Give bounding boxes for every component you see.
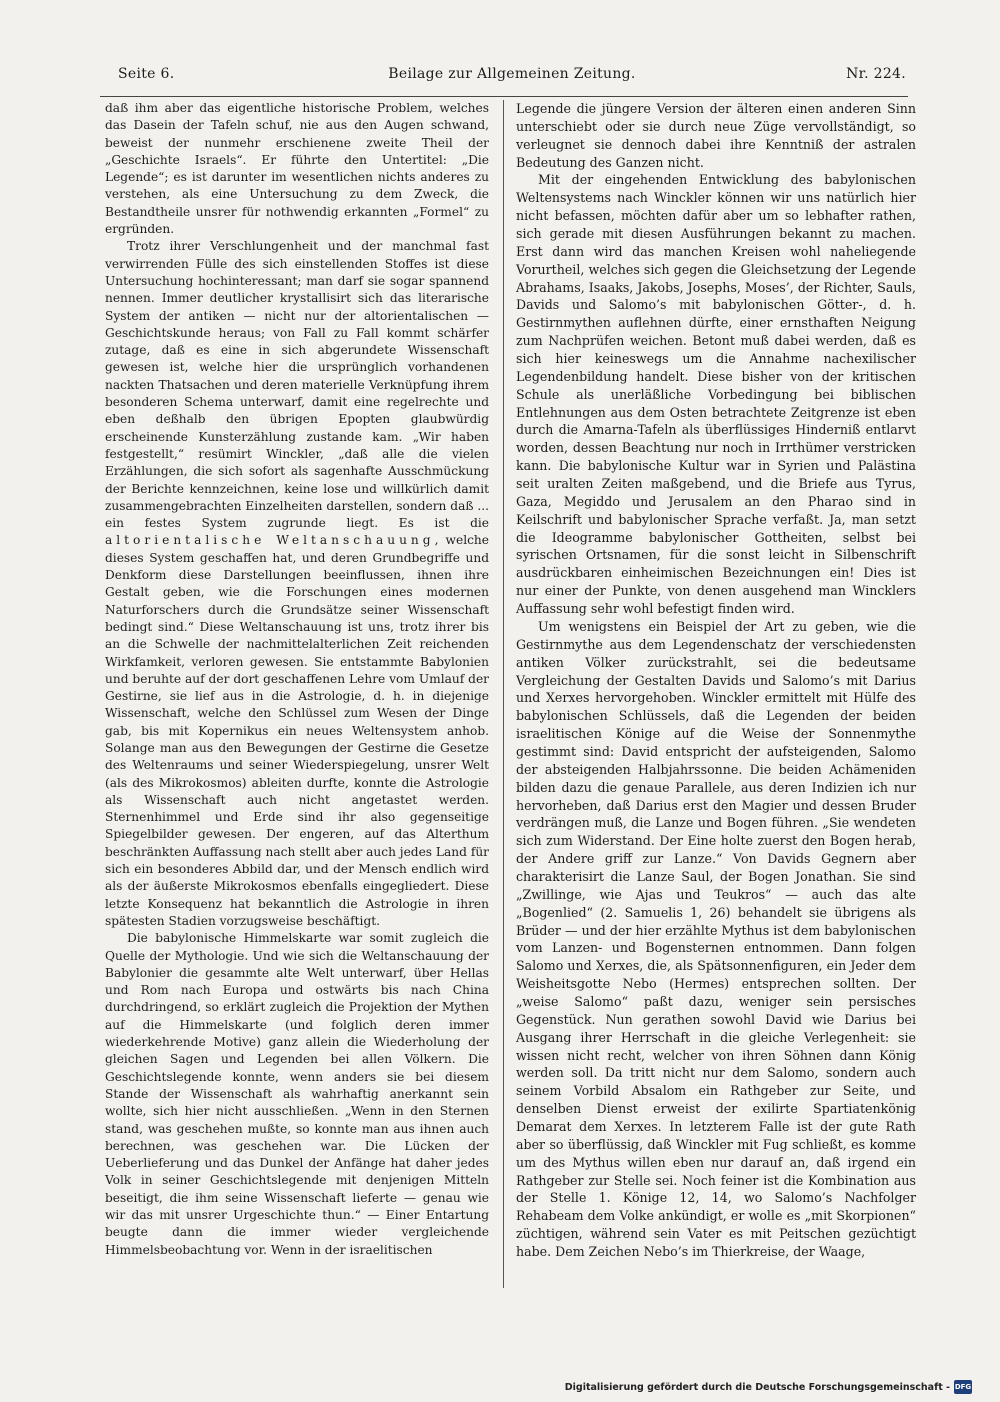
right-paragraph-2: Mit der eingehenden Entwicklung des babylonischen Weltensystems nach Winckler können wir uns natürlich hier nicht befassen, möchten dafür aber um so lebhafter rathen, sich gerade mit diesen Ausführungen bekannt zu machen. Erst dann wird das manchen Kreisen wohl naheliegende Vorurtheil, welches sich gegen die Gleichsetzung der Legende Abrahams, Isaaks, Jakobs, Josephs, Moses’, der Richter, Sauls, Davids und Salomo’s mit babylonischen Götter-, d. h. Gestirnmythen auflehnen dürfte, einer ernsthaften Neigung zum Nachprüfen weichen. Betont muß dabei werden, daß es sich hier keineswegs um die Annahme nachexilischer Legendenbildung handelt. Diese bisher von der kritischen Schule als unerläßliche Vorbedingung bei biblischen Entlehnungen aus dem Osten betrachtete Zeitgrenze ist eben durch die Amarna-Tafeln als überflüssiges Hinderniß entlarvt worden, dessen Beachtung nur noch in Irrthümer verstricken kann. Die babylonische Kultur war in Syrien und Palästina seit uralten Zeiten maßgebend, und die Briefe aus Tyrus, Gaza, Megiddo und Jerusalem an den Pharao sind in Keilschrift und babylonischer Sprache verfaßt. Ja, man setzt die Ideogramme babylonischer Gottheiten, selbst bei syrischen Ortsnamen, für die sonst leicht in Silbenschrift ausdrückbaren einheimischen Bezeichnungen ein! Dies ist nur einer der Punkte, von denen ausgehend man Wincklers Auffassung sehr wohl befestigt finden wird. <box>516 172 916 617</box>
column-divider <box>503 100 504 1288</box>
page-number: Seite 6. <box>118 66 175 82</box>
left-paragraph-3: Die babylonische Himmelskarte war somit zugleich die Quelle der Mythologie. Und wie sich die Weltanschauung der Babylonier die gesammte alte Welt unterwarf, über Hellas und Rom nach Europa und ostwärts bis nach China durchdringend, so erklärt zugleich die Projektion der Mythen auf die Himmelskarte (und folglich deren immer wiederkehrende Motive) ganz allein die Wiederholung der gleichen Sagen und Legenden bei allen Völkern. Die Geschichtslegende konnte, wenn anders sie bei diesem Stande der Wissenschaft als wahrhaftig anerkannt sein wollte, sich hier nicht ausschließen. „Wenn in den Sternen stand, was geschehen mußte, so konnte man aus ihnen auch berechnen, was geschehen war. Die Lücken der Ueberlieferung und das Dunkel der Anfänge hat daher jedes Volk in seiner Geschichtslegende mit denjenigen Mitteln beseitigt, die ihm seine Wissenschaft lieferte — genau wie wir das mit unsrer Urgeschichte thun.“ — Einer Entartung beugte dann die immer wieder vergleichende Himmelsbeobachtung vor. Wenn in der israelitischen <box>105 931 489 1257</box>
publication-title: Beilage zur Allgemeinen Zeitung. <box>388 66 636 82</box>
dfg-logo: DFG <box>954 1380 972 1394</box>
digitization-footer <box>564 1380 972 1398</box>
right-paragraph-1: Legende die jüngere Version der älteren einen anderen Sinn unterschiebt oder sie durch neue Züge vervollständigt, so verleugnet sie dennoch dabei ihre Kenntniß der astralen Bedeutung des Ganzen nicht. <box>516 101 916 170</box>
right-paragraph-3: Um wenigstens ein Beispiel der Art zu geben, wie die Gestirnmythe aus dem Legendenschatz der verschiedensten antiken Völker zurückstrahlt, sei die bedeutsame Vergleichung der Gestalten Davids und Salomo’s mit Darius und Xerxes hervorgehoben. Winckler ermittelt mit Hülfe des babylonischen Schlüssels, daß die Legenden der beiden israelitischen Könige auf die Weise der Sonnenmythe gestimmt sind: David entspricht der aufsteigenden, Salomo der absteigenden Halbjahrssonne. Die beiden Achämeniden bilden dazu die genaue Parallele, aus deren Indizien ich nur hervorheben, daß Darius erst den Magier und dessen Bruder verdrängen muß, die Lanze und Bogen führen. „Sie wendeten sich zum Widerstand. Der Eine holte zuerst den Bogen herab, der Andere griff zur Lanze.“ Von Davids Gegnern aber charakterisirt die Lanze Saul, der Bogen Jonathan. Sie sind „Zwillinge, wie Ajas und Teukros“ — auch das alte „Bogenlied“ (2. Samuelis 1, 26) behandelt sie übrigens als Brüder — und der hier erzählte Mythus ist dem babylonischen vom Lanzen- und Bogensternen entnommen. Dann folgen Salomo und Xerxes, die, als Spätsonnenfiguren, ein Jeder dem Weisheitsgotte Nebo (Hermes) entsprechen sollten. Der „weise Salomo“ paßt dazu, weniger sein persisches Gegenstück. Nun gerathen sowohl David wie Darius bei Ausgang ihrer Herrschaft in die gleiche Verlegenheit: sie wissen nicht recht, welcher von ihren Söhnen dann König werden soll. Da tritt nicht nur dem Salomo, sondern auch seinem Vorbild Absalom ein Rathgeber zur Seite, und denselben Dienst erweist der exilirte Spartiatenkönig Demarat dem Xerxes. In letzterem Falle ist der gute Rath aber so überflüssig, daß Winckler mit Fug schließt, es komme um des Mythus willen eben nur darauf an, daß irgend ein Rathgeber zur Stelle sei. Noch feiner ist die Kombination aus der Stelle 1. Könige 12, 14, wo Salomo’s Nachfolger Rehabeam dem Volke ankündigt, er wolle es „mit Skorpionen“ züchtigen, während sein Vater es mit Peitschen gezüchtigt habe. Dem Zeichen Nebo’s im Thierkreise, der Waage, <box>516 618 916 1259</box>
header-rule <box>100 96 908 97</box>
left-paragraph-2-part-a: Trotz ihrer Verschlungenheit und der manchmal fast verwirrenden Fülle des sich einstellenden Stoffes ist diese Untersuchung hochinteressant; man darf sie sogar spannend nennen. Immer deutlicher krystallisirt sich das literarische System der antiken — nicht nur der altorientalischen — Geschichtskunde heraus; von Fall zu Fall kommt schärfer zutage, daß es eine in sich abgerundete Wissenschaft gewesen ist, welche hier die ursprünglich vorhandenen nackten Thatsachen und deren materielle Verknüpfung ihrem besonderen Schema unterwarf, damit eine regelrechte und eben deßhalb den übrigen Epopten glaubwürdig erscheinende Kunsterzählung zustande kam. „Wir haben festgestellt,“ resümirt Winckler, „daß alle die vielen Erzählungen, die sich sofort als sagenhafte Ausschmückung der Berichte kennzeichnen, keine lose und willkürlich damit zusammengebrachten Einzelheiten darstellen, sondern daß ... ein festes System zugrunde liegt. Es ist die <box>105 239 489 531</box>
page-header <box>118 66 906 88</box>
right-column <box>516 100 916 1288</box>
funding-note: Digitalisierung gefördert durch die Deutsche Forschungsgemeinschaft - <box>564 1382 950 1393</box>
left-paragraph-2 <box>105 238 489 930</box>
left-paragraph-2-part-b: , welche dieses System geschaffen hat, und deren Grundbegriffe und Denkform diese Darstellungen beeinflussen, ihnen ihre Gestalt geben, wie die Forschungen eines modernen Naturforschers durch die Grundsätze seiner Wissenschaft bedingt sind.“ Diese Weltanschauung ist uns, trotz ihrer bis an die Schwelle der nachmittelalterlichen Zeit reichenden Wirkfamkeit, verloren gewesen. Sie entstammte Babylonien und beruhte auf der dort geschaffenen Lehre vom Umlauf der Gestirne, sie lief aus in die Astrologie, d. h. in diejenige Wissenschaft, welche den Schlüssel zum Wesen der Dinge gab, bis mit Kopernikus ein neues Weltensystem anhob. Solange man aus den Bewegungen der Gestirne die Gesetze des Weltenraums und seiner Wiederspiegelung, unsrer Welt (als des Mikrokosmos) ableiten durfte, konnte die Astrologie als Wissenschaft auch nicht angetastet werden. Sternenhimmel und Erde sind ihr also gegenseitige Spiegelbilder gewesen. Der engeren, auf das Alterthum beschränkten Auffassung nach stellt aber auch jedes Land für sich ein besonderes Abbild dar, und der Mensch endlich wird als der äußerste Mikrokosmos ebenfalls eingegliedert. Diese letzte Konsequenz hat bekanntlich die Astrologie in ihren spätesten Stadien vorzugsweise beschäftigt. <box>105 533 490 928</box>
spaced-emphasis: altorientalische Weltanschauung <box>105 533 435 548</box>
left-paragraph-1: daß ihm aber das eigentliche historische Problem, welches das Dasein der Tafeln schuf, nie aus den Augen schwand, beweist der nunmehr erschienene zweite Theil der „Geschichte Israels“. Er führte den Untertitel: „Die Legende“; es ist darunter im wesentlichen nichts anderes zu verstehen, als eine Untersuchung zu dem Zweck, die Bestandtheile unsrer für nothwendig erkannten „Formel“ zu ergründen. <box>105 101 489 237</box>
issue-number: Nr. 224. <box>846 66 906 82</box>
left-column <box>105 100 489 1288</box>
